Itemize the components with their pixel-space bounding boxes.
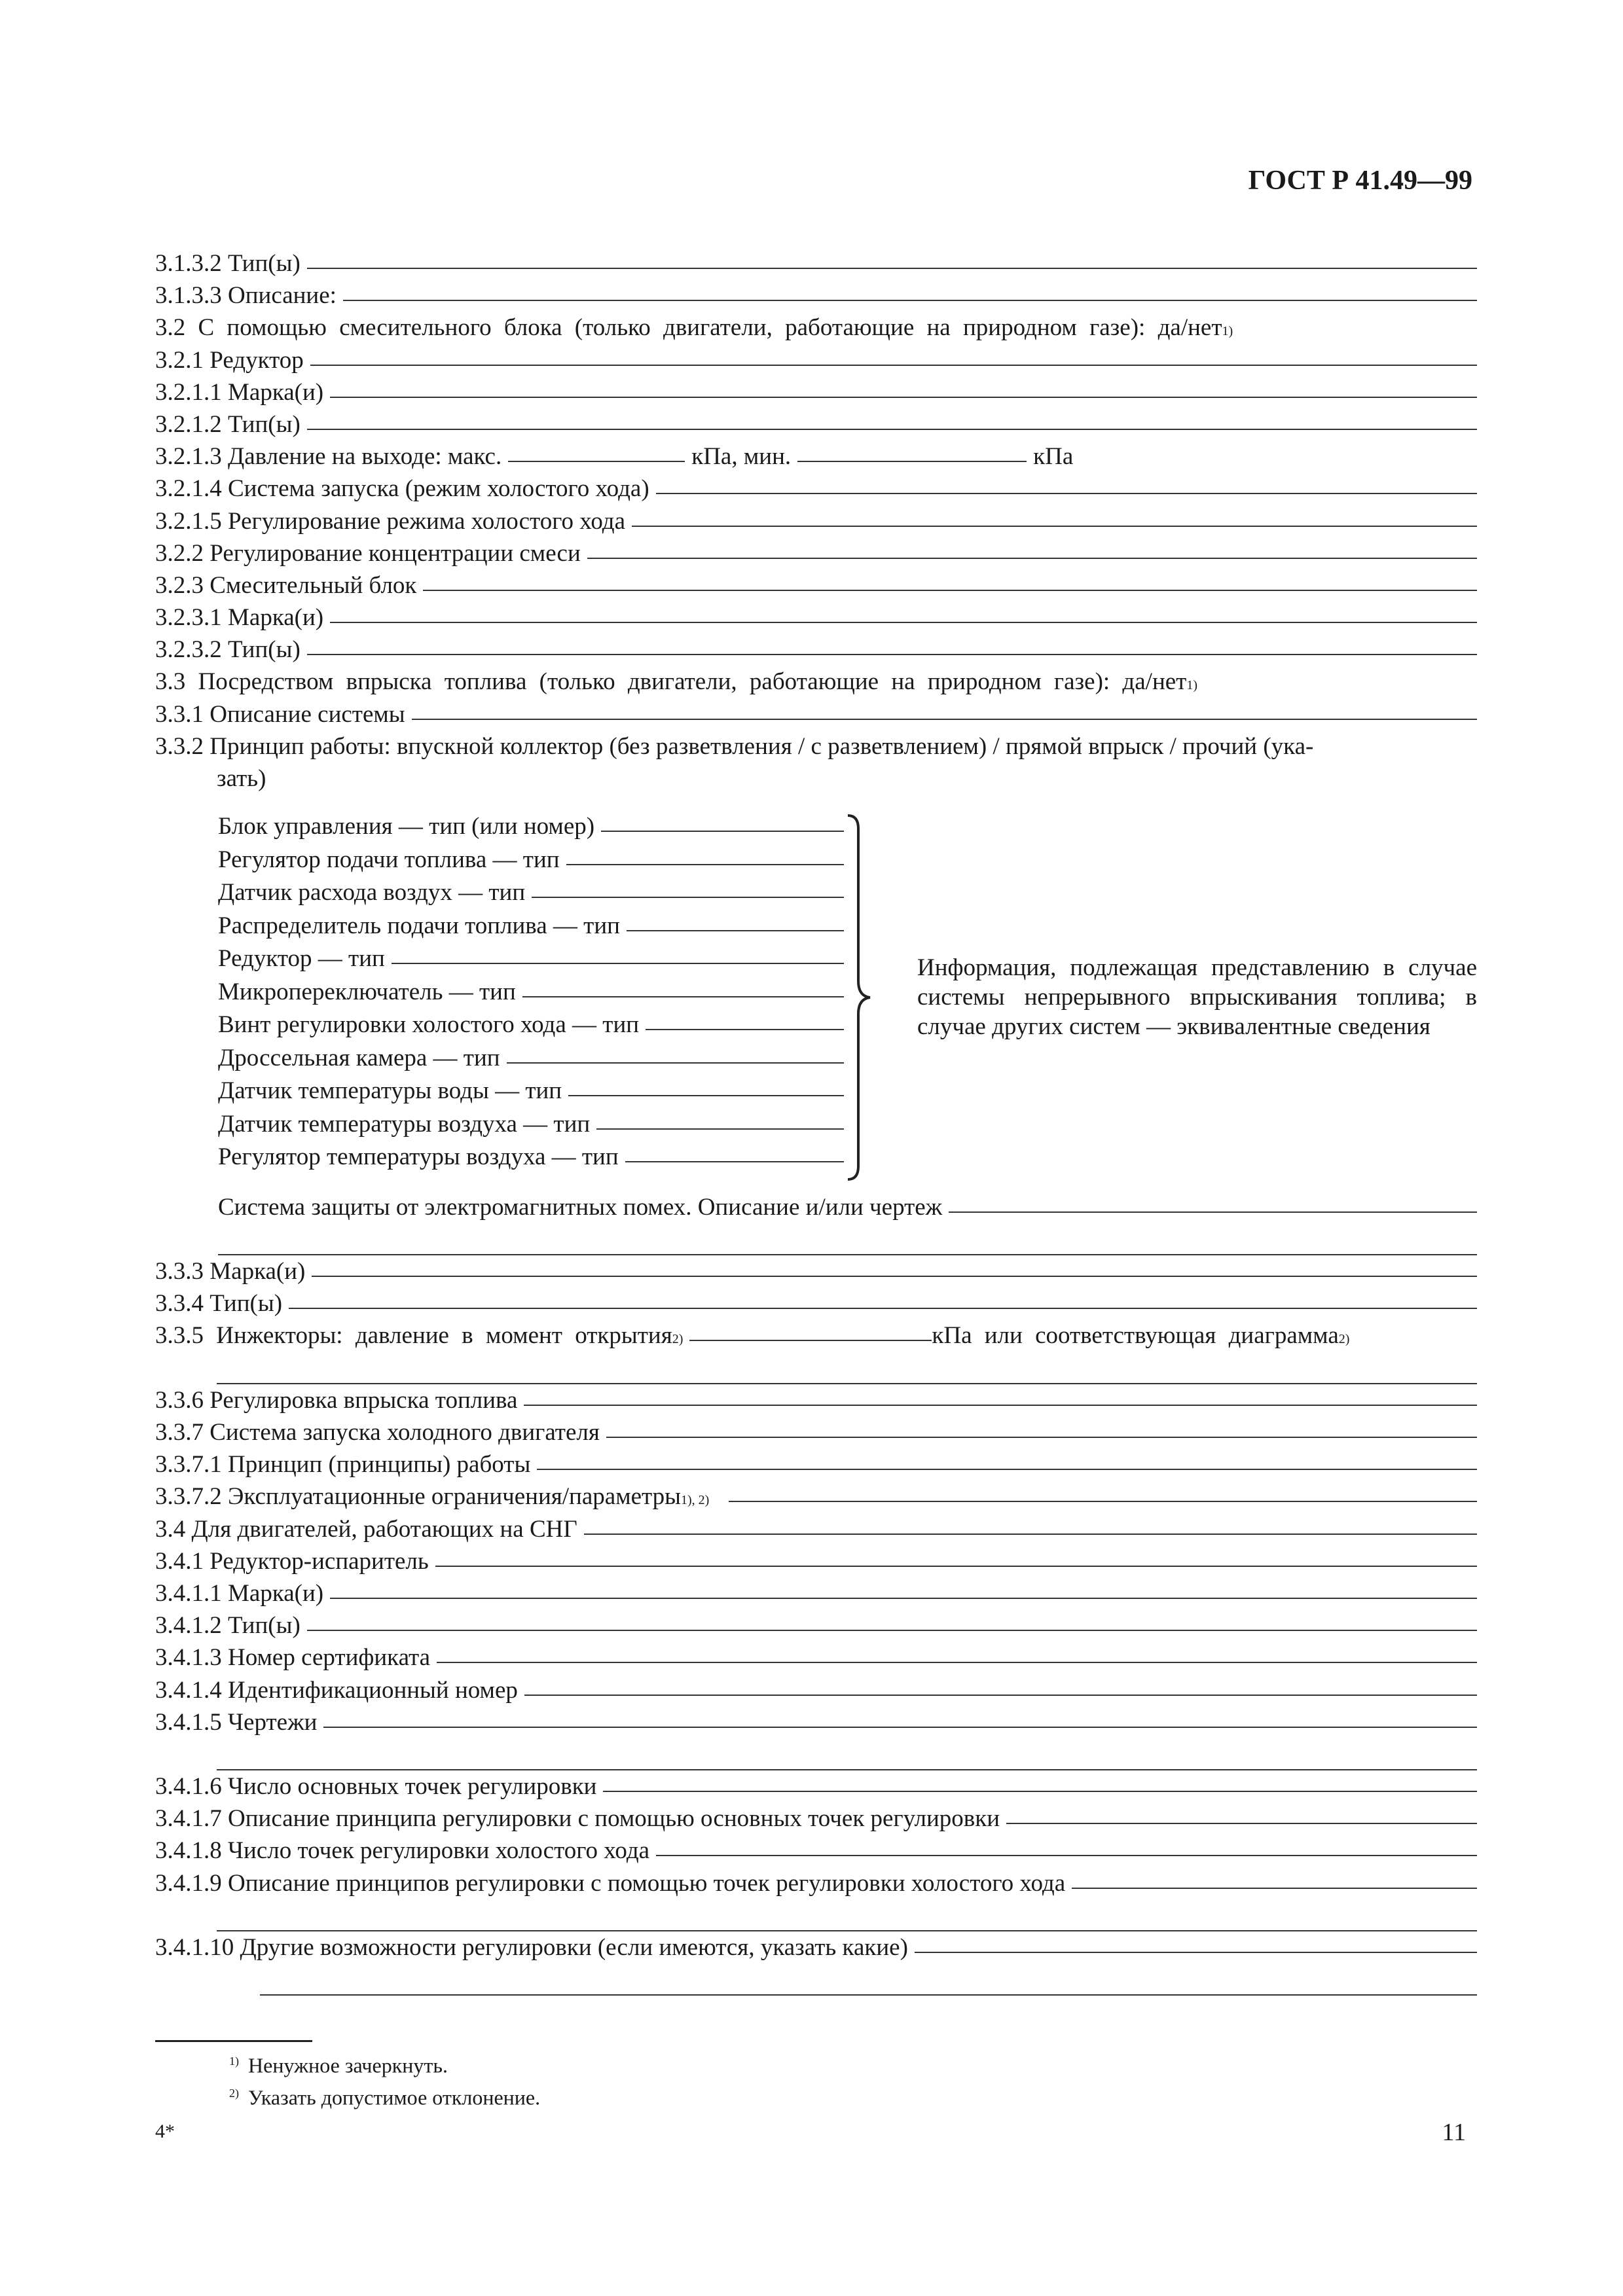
component-item xyxy=(218,1009,844,1042)
form-row-field[interactable] xyxy=(1006,1823,1477,1824)
component-item xyxy=(218,876,844,910)
row-3-3-7-2-field[interactable] xyxy=(729,1501,1477,1502)
form-row xyxy=(155,1416,1477,1448)
component-item-label: Регулятор температуры воздуха — тип xyxy=(218,1143,619,1171)
component-item-field[interactable] xyxy=(646,1029,844,1030)
form-row-label: 3.4.1.8 Число точек регулировки холостого хода xyxy=(155,1837,650,1865)
component-item-field[interactable] xyxy=(522,996,844,997)
rows-section-3-2-2 xyxy=(155,473,1477,666)
form-row-label: 3.4 Для двигателей, работающих на СНГ xyxy=(155,1515,577,1543)
form-row-label: 3.4.1.6 Число основных точек регулировки xyxy=(155,1773,597,1801)
component-item-label: Дроссельная камера — тип xyxy=(218,1044,500,1071)
form-row-label: 3.2.1.1 Марка(и) xyxy=(155,378,324,406)
form-row-label: 3.2.2 Регулирование концентрации смеси xyxy=(155,539,581,567)
component-item xyxy=(218,844,844,877)
form-row-label: 3.4.1 Редуктор-испаритель xyxy=(155,1547,429,1575)
pressure-unit-max: кПа, мин. xyxy=(691,443,792,471)
form-row-field[interactable] xyxy=(587,558,1477,559)
footnotes xyxy=(229,2047,540,2111)
form-row xyxy=(155,1545,1477,1577)
form-row xyxy=(155,1867,1477,1899)
component-item-label: Винт регулировки холостого хода — тип xyxy=(218,1011,640,1039)
row-3-4-1-10-field[interactable] xyxy=(915,1952,1477,1953)
form-row-field[interactable] xyxy=(312,1276,1477,1277)
footnote-number: 2) xyxy=(229,2086,239,2100)
row-3-3-2-cont xyxy=(155,762,1477,795)
component-item xyxy=(218,1108,844,1141)
form-row-field[interactable] xyxy=(537,1469,1477,1470)
form-row xyxy=(155,1609,1477,1641)
row-3-3-2-line2: зать) xyxy=(217,765,266,792)
form-row xyxy=(155,473,1477,505)
component-group xyxy=(155,810,1477,1174)
emc-label: Система защиты от электромагнитных помех. Описание и/или чертеж xyxy=(218,1193,943,1221)
row-3-3-1 xyxy=(155,698,1477,730)
component-item xyxy=(218,1141,844,1174)
form-row xyxy=(155,1835,1477,1867)
form-row-label: 3.2.1.4 Система запуска (режим холостого хода) xyxy=(155,475,649,503)
form-row-label: 3.4.1.3 Номер сертификата xyxy=(155,1644,431,1672)
form-row-field[interactable] xyxy=(524,1405,1477,1406)
sheet-mark: 4* xyxy=(155,2121,175,2142)
form-row xyxy=(155,247,1477,279)
form-row-field[interactable] xyxy=(584,1534,1477,1535)
component-item-label: Регулятор подачи топлива — тип xyxy=(218,846,560,873)
component-item xyxy=(218,1075,844,1108)
form-row-label: 3.2.1.2 Тип(ы) xyxy=(155,410,301,438)
form-row-label: 3.4.1.5 Чертежи xyxy=(155,1708,318,1736)
form-row-label: 3.2.1 Редуктор xyxy=(155,346,304,374)
component-item-label: Датчик температуры воды — тип xyxy=(218,1077,562,1105)
component-item-label: Распределитель подачи топлива — тип xyxy=(218,912,620,939)
form-row xyxy=(155,1513,1477,1545)
component-item-field[interactable] xyxy=(625,1161,844,1162)
injector-pressure-field[interactable] xyxy=(689,1340,932,1341)
form-row-label: 3.3.3 Марка(и) xyxy=(155,1258,306,1285)
row-3-3-5: 3.3.5 Инжекторы: давление в момент открытия 2) кПа или соответствующая диаграмма 2) xyxy=(155,1319,1477,1352)
component-item-field[interactable] xyxy=(532,897,844,898)
footnote xyxy=(229,2047,540,2079)
emc-field[interactable] xyxy=(949,1211,1477,1213)
form-row-label: 3.3.7.1 Принцип (принципы) работы xyxy=(155,1451,531,1479)
form-row-field[interactable] xyxy=(343,300,1477,301)
form-row-label: 3.4.1.7 Описание принципа регулировки с помощью основных точек регулировки xyxy=(155,1805,1000,1833)
form-row-label: 3.4.1.9 Описание принципов регулировки с помощью точек регулировки холостого хода xyxy=(155,1869,1066,1897)
footnote-text: Ненужное зачеркнуть. xyxy=(248,2053,448,2077)
rows-section-3-1-3 xyxy=(155,247,1477,312)
form-row-label: 3.3.4 Тип(ы) xyxy=(155,1290,283,1318)
pressure-max-field[interactable] xyxy=(508,461,685,462)
page-number: 11 xyxy=(1442,2119,1466,2146)
form-row xyxy=(155,1706,1477,1738)
component-item-label: Микропереключатель — тип xyxy=(218,978,516,1005)
form-row-field[interactable] xyxy=(437,1662,1477,1663)
component-info: Информация, подлежащая представлению в случае системы непрерывного впрыскивания топлива; в случае других систем — эквивалентные сведения xyxy=(917,954,1477,1041)
form-row-label: 3.3.7 Система запуска холодного двигателя xyxy=(155,1419,600,1446)
form-row-field[interactable] xyxy=(307,268,1477,269)
pressure-label: 3.2.1.3 Давление на выходе: макс. xyxy=(155,443,502,471)
component-item-field[interactable] xyxy=(566,864,844,865)
rows-section-3-2-1 xyxy=(155,344,1477,441)
form-row-label: 3.4.1.1 Марка(и) xyxy=(155,1579,324,1607)
form-row xyxy=(155,1448,1477,1480)
form-row xyxy=(155,1770,1477,1803)
row-3-3-2 xyxy=(155,730,1477,762)
rows-section-3-3-3 xyxy=(155,1255,1477,1319)
form-row xyxy=(155,1255,1477,1287)
form-row xyxy=(155,601,1477,634)
form-row-label: 3.4.1.4 Идентификационный номер xyxy=(155,1676,518,1704)
form-row-label: 3.2.3.1 Марка(и) xyxy=(155,604,324,632)
form-row xyxy=(155,1803,1477,1835)
rows-section-3-4-1-6 xyxy=(155,1770,1477,1899)
form-body xyxy=(155,247,1477,1996)
component-list xyxy=(155,810,844,1174)
form-row xyxy=(155,279,1477,312)
form-row-field[interactable] xyxy=(323,1727,1477,1728)
rows-section-3-3-6 xyxy=(155,1384,1477,1481)
form-row xyxy=(155,1287,1477,1319)
form-row-field[interactable] xyxy=(632,526,1477,527)
form-row-label: 3.1.3.2 Тип(ы) xyxy=(155,250,301,277)
form-row-field[interactable] xyxy=(656,493,1477,494)
component-item xyxy=(218,976,844,1009)
footnote-number: 1) xyxy=(229,2054,239,2068)
form-row-field[interactable] xyxy=(603,1791,1477,1792)
form-row-field[interactable] xyxy=(423,590,1477,591)
component-item-label: Датчик температуры воздуха — тип xyxy=(218,1110,591,1138)
component-item xyxy=(218,942,844,976)
form-row-label: 3.3.6 Регулировка впрыска топлива xyxy=(155,1386,518,1414)
component-item-field[interactable] xyxy=(392,963,844,964)
injector-label: 3.3.5 Инжекторы: давление в момент открытия xyxy=(155,1322,672,1350)
form-row xyxy=(155,408,1477,440)
pressure-unit-min: кПа xyxy=(1033,443,1074,471)
form-row-label: 3.4.1.2 Тип(ы) xyxy=(155,1612,301,1640)
component-item-label: Датчик расхода воздух — тип xyxy=(218,879,526,906)
pressure-min-field[interactable] xyxy=(797,461,1027,462)
form-row-field[interactable] xyxy=(310,365,1477,366)
injector-unit: кПа или соответствующая диаграмма xyxy=(932,1322,1339,1350)
row-3-3-1-field[interactable] xyxy=(412,719,1477,720)
form-row xyxy=(155,1384,1477,1416)
row-3-2-1-3 xyxy=(155,440,1477,473)
row-3-3-1-label: 3.3.1 Описание системы xyxy=(155,700,405,728)
form-row-field[interactable] xyxy=(656,1855,1477,1856)
component-item-label: Редуктор — тип xyxy=(218,945,385,973)
form-row xyxy=(155,1674,1477,1706)
component-item-field[interactable] xyxy=(627,930,844,931)
form-row-field[interactable] xyxy=(330,1598,1477,1599)
document-code: ГОСТ Р 41.49—99 xyxy=(1248,166,1472,196)
emc-extra-line[interactable] xyxy=(218,1223,1477,1255)
component-item-field[interactable] xyxy=(601,831,844,832)
form-row xyxy=(155,569,1477,601)
row-emc xyxy=(155,1191,1477,1223)
form-row-field[interactable] xyxy=(307,429,1477,430)
row-3-3-text: 3.3 Посредством впрыска топлива (только двигатели, работающие на природном газе): да/нет xyxy=(155,668,1187,696)
component-item-field[interactable] xyxy=(596,1128,844,1130)
row-3-4-1-10-label: 3.4.1.10 Другие возможности регулировки (если имеются, указать какие) xyxy=(155,1934,908,1961)
form-row-field[interactable] xyxy=(606,1437,1477,1438)
form-row-label: 3.2.1.5 Регулирование режима холостого хода xyxy=(155,507,625,535)
form-row xyxy=(155,634,1477,666)
component-item xyxy=(218,810,844,844)
form-row xyxy=(155,1641,1477,1674)
idle-adjust-extra-line[interactable] xyxy=(217,1899,1477,1931)
footnote-rule xyxy=(155,2040,312,2042)
other-adjust-extra-line[interactable] xyxy=(260,1964,1477,1996)
form-row-field[interactable] xyxy=(524,1695,1477,1696)
component-item-field[interactable] xyxy=(507,1062,844,1064)
footnote xyxy=(229,2079,540,2111)
form-row-field[interactable] xyxy=(330,397,1477,398)
form-row xyxy=(155,537,1477,569)
row-3-4-1-10 xyxy=(155,1931,1477,1964)
form-row xyxy=(155,376,1477,408)
component-item-label: Блок управления — тип (или номер) xyxy=(218,813,595,840)
row-3-2: 3.2 С помощью смесительного блока (только двигатели, работающие на природном газе): да/нет 1) xyxy=(155,312,1477,344)
drawings-extra-line[interactable] xyxy=(217,1738,1477,1770)
curly-brace-icon xyxy=(844,810,878,1174)
form-row-field[interactable] xyxy=(307,1630,1477,1631)
form-row-field[interactable] xyxy=(330,622,1477,623)
row-3-3-7-2-text: 3.3.7.2 Эксплуатационные ограничения/параметры xyxy=(155,1483,682,1511)
component-item xyxy=(218,1042,844,1075)
form-row-field[interactable] xyxy=(289,1308,1477,1309)
row-3-3-2-line1: 3.3.2 Принцип работы: впускной коллектор (без разветвления / с разветвлением) / прямой впрыск / прочий (ука- xyxy=(155,732,1314,760)
form-row-label: 3.2.3 Смесительный блок xyxy=(155,571,417,599)
component-item-field[interactable] xyxy=(568,1095,844,1096)
form-row-label: 3.1.3.3 Описание: xyxy=(155,282,337,310)
form-row-field[interactable] xyxy=(1072,1888,1477,1889)
form-row-label: 3.2.3.2 Тип(ы) xyxy=(155,636,301,664)
row-3-2-text: 3.2 С помощью смесительного блока (только двигатели, работающие на природном газе): да/нет xyxy=(155,314,1222,342)
form-row-field[interactable] xyxy=(307,654,1477,655)
form-row xyxy=(155,1577,1477,1609)
component-item xyxy=(218,910,844,943)
rows-section-3-4 xyxy=(155,1513,1477,1738)
injector-extra-line[interactable] xyxy=(217,1352,1477,1384)
form-row-field[interactable] xyxy=(435,1566,1477,1567)
row-3-3: 3.3 Посредством впрыска топлива (только двигатели, работающие на природном газе): да/нет 1) xyxy=(155,666,1477,698)
form-row xyxy=(155,344,1477,376)
row-3-3-7-2: 3.3.7.2 Эксплуатационные ограничения/параметры 1), 2) xyxy=(155,1480,1477,1513)
footnote-text: Указать допустимое отклонение. xyxy=(248,2085,541,2109)
form-row xyxy=(155,505,1477,537)
